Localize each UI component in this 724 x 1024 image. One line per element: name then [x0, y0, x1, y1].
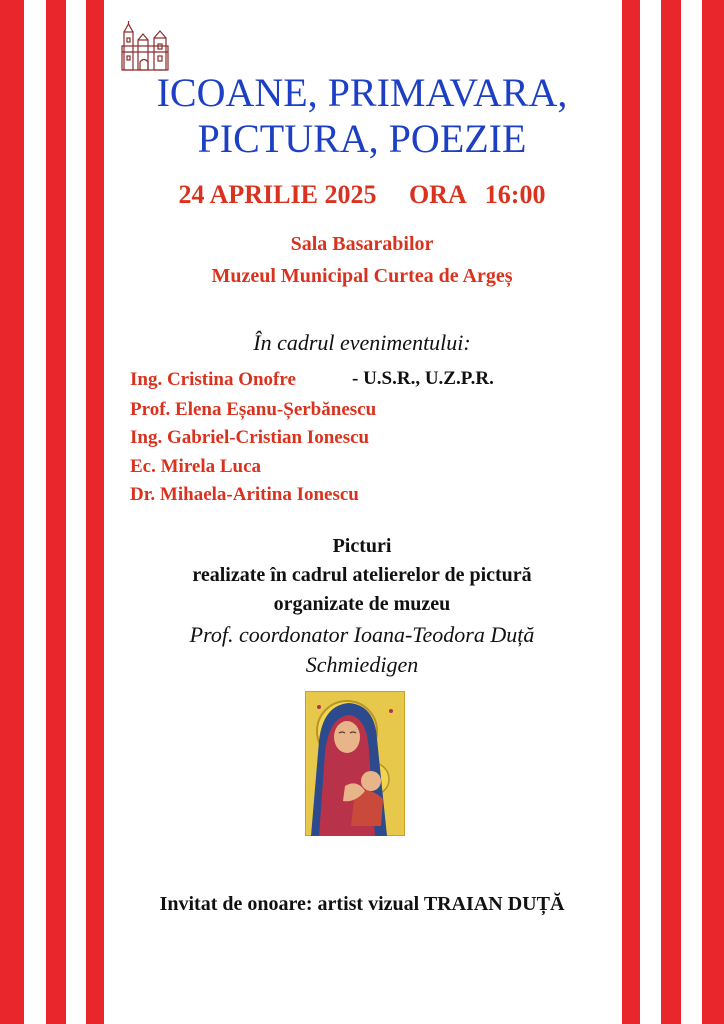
castle-sketch-icon [118, 20, 172, 74]
participant-affiliation: - U.S.R., U.Z.P.R. [352, 368, 494, 389]
participants-intro: În cadrul evenimentului: [253, 330, 471, 355]
event-time: 16:00 [484, 180, 546, 209]
event-date: 24 APRILIE 2025 [178, 180, 377, 209]
paintings-heading: Picturi [332, 535, 392, 557]
participant-name: Ing. Gabriel-Cristian Ionescu [130, 427, 370, 448]
title-line-2: PICTURA, POEZIE [197, 116, 527, 161]
participant-name: Ing. Cristina Onofre [130, 369, 296, 390]
guest-of-honor: Invitat de onoare: artist vizual TRAIAN DUȚĂ [159, 893, 565, 915]
paintings-line-1: realizate în cadrul atelierelor de pictură [192, 564, 532, 586]
madonna-and-child-icon [305, 691, 405, 836]
participant-name: Ec. Mirela Luca [130, 456, 262, 477]
coordinator-line-1: Prof. coordonator Ioana-Teodora Duță [189, 622, 535, 647]
venue-hall: Sala Basarabilor [290, 233, 434, 255]
event-datetime [0, 180, 724, 210]
event-time-label: ORA [408, 180, 466, 209]
venue-museum: Muzeul Municipal Curtea de Argeș [211, 265, 513, 287]
paintings-line-2: organizate de muzeu [273, 593, 451, 615]
title-line-1: ICOANE, PRIMAVARA, [156, 70, 568, 115]
participant-name: Prof. Elena Eșanu-Șerbănescu [130, 399, 377, 420]
coordinator-line-2: Schmiedigen [305, 652, 419, 677]
participant-name: Dr. Mihaela-Aritina Ionescu [130, 484, 359, 505]
